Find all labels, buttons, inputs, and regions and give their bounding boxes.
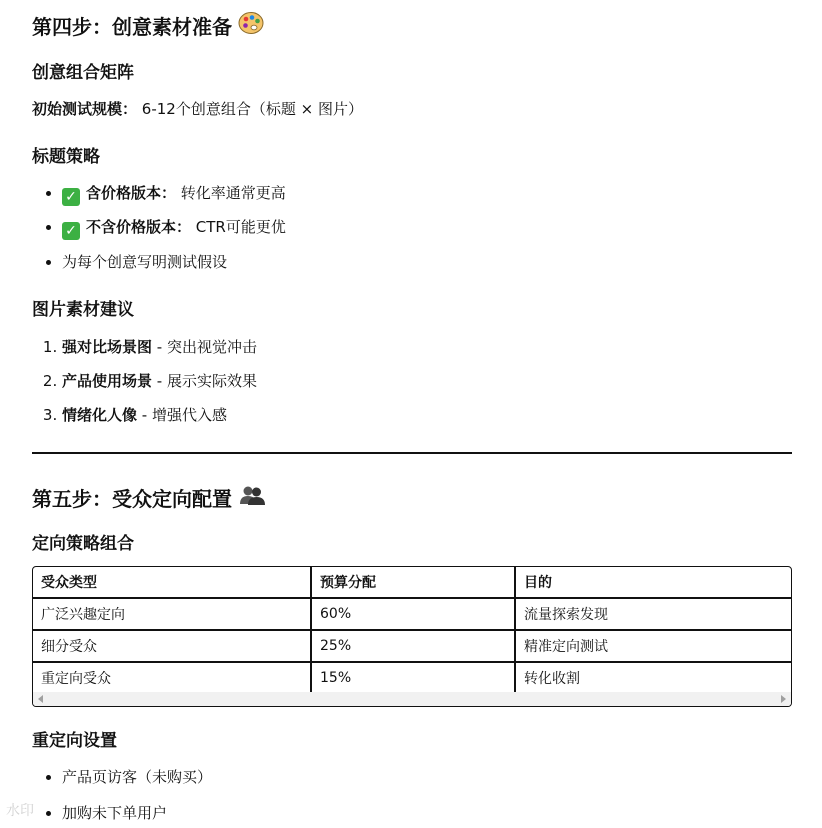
targeting-table xyxy=(32,566,792,707)
table-row xyxy=(33,598,791,630)
matrix-label: 初始测试规模： xyxy=(32,100,138,118)
step5-title: 第五步：受众定向配置 xyxy=(32,486,232,511)
image-item-rest: - 突出视觉冲击 xyxy=(152,338,257,356)
list-item: • 产品页访客（未购买） xyxy=(62,766,762,802)
image-heading: 图片素材建议 xyxy=(32,300,134,320)
retargeting-list xyxy=(32,766,762,824)
palette-icon xyxy=(238,11,264,42)
people-icon xyxy=(238,483,266,514)
table-cell: 流量探索发现 xyxy=(515,598,791,630)
list-item xyxy=(62,251,762,273)
title-strategy-heading: 标题策略 xyxy=(32,147,100,167)
strategy-value: CTR可能更优 xyxy=(195,218,286,236)
retargeting-heading: 重定向设置 xyxy=(32,731,117,751)
image-item-bold: 强对比场景图 xyxy=(62,338,153,356)
title-strategy-list xyxy=(32,182,762,273)
table-cell: 15% xyxy=(311,662,515,693)
list-item xyxy=(62,336,762,370)
image-item-rest: - 展示实际效果 xyxy=(152,372,257,390)
table-cell: 重定向受众 xyxy=(33,662,311,693)
strategy-value: 转化率通常更高 xyxy=(180,184,286,202)
image-item-rest: - 增强代入感 xyxy=(137,406,227,424)
table-cell: 广泛兴趣定向 xyxy=(33,598,311,630)
strategy-label: 含价格版本： xyxy=(86,184,177,202)
matrix-heading: 创意组合矩阵 xyxy=(32,63,134,83)
check-icon: ✓ xyxy=(62,222,80,240)
list-item: • 加购未下单用户 xyxy=(62,802,762,824)
image-item-bold: 情绪化人像 xyxy=(62,406,138,424)
step4-heading xyxy=(32,11,264,42)
scroll-right-icon[interactable] xyxy=(781,695,786,703)
list-item xyxy=(62,370,762,404)
strategy-label: 不含价格版本： xyxy=(86,218,192,236)
table-cell: 60% xyxy=(311,598,515,630)
strategy-note: 为每个创意写明测试假设 xyxy=(62,253,228,271)
table-cell: 细分受众 xyxy=(33,630,311,662)
horizontal-scrollbar[interactable] xyxy=(33,692,791,706)
image-item-bold: 产品使用场景 xyxy=(62,372,153,390)
step4-title: 第四步：创意素材准备 xyxy=(32,14,232,39)
list-item xyxy=(62,216,762,251)
table-cell: 25% xyxy=(311,630,515,662)
section-divider xyxy=(32,452,792,454)
table-header-cell: 目的 xyxy=(515,567,791,598)
step5-heading xyxy=(32,483,266,514)
scroll-left-icon[interactable] xyxy=(38,695,43,703)
table-row xyxy=(33,662,791,693)
table-row xyxy=(33,630,791,662)
list-item xyxy=(62,182,762,216)
table-header-cell: 受众类型 xyxy=(33,567,311,598)
check-icon: ✓ xyxy=(62,188,80,206)
watermark: 水印 xyxy=(6,803,34,819)
table-header-row xyxy=(33,567,791,598)
image-list xyxy=(32,336,762,426)
list-item xyxy=(62,404,762,426)
table-cell: 精准定向测试 xyxy=(515,630,791,662)
matrix-value: 6-12个创意组合（标题 × 图片） xyxy=(141,100,363,118)
targeting-heading: 定向策略组合 xyxy=(32,534,134,554)
table-cell: 转化收割 xyxy=(524,671,580,687)
matrix-scale xyxy=(32,98,363,120)
table-header-cell: 预算分配 xyxy=(311,567,515,598)
